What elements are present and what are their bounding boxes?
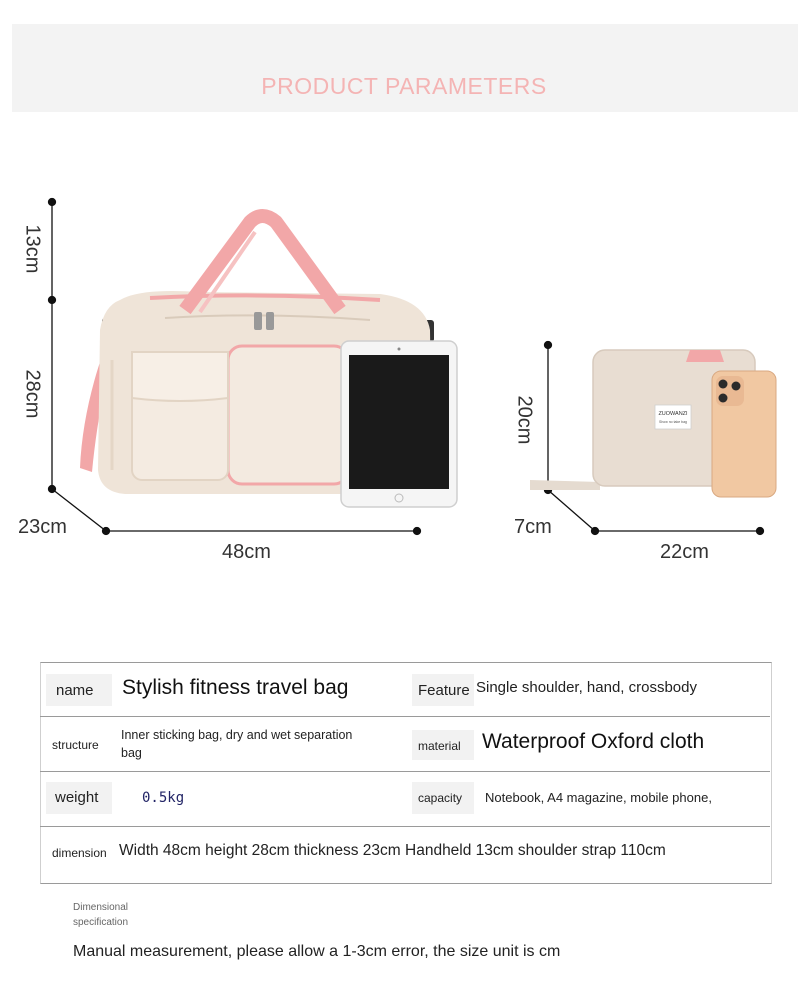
- name-label: name: [56, 682, 94, 699]
- small-bag-height-label: 20cm: [513, 395, 536, 445]
- feature-value: Single shoulder, hand, crossbody: [476, 679, 697, 696]
- feature-label: Feature: [418, 682, 470, 699]
- capacity-label: capacity: [418, 791, 463, 805]
- material-label: material: [418, 739, 461, 753]
- table-divider: [40, 771, 770, 772]
- bag-height-label: 28cm: [21, 369, 44, 419]
- product-illustration: [0, 180, 808, 580]
- structure-value: Inner sticking bag, dry and wet separation bag: [121, 728, 353, 760]
- structure-label: structure: [52, 738, 99, 752]
- table-divider: [40, 826, 770, 827]
- small-bag-width-label: 22cm: [660, 541, 709, 563]
- bag-depth-label: 23cm: [18, 516, 67, 538]
- small-bag-tag-subtitle: Show no take bag: [658, 420, 688, 424]
- bag-width-label: 48cm: [222, 541, 271, 563]
- dimension-value: Width 48cm height 28cm thickness 23cm Handheld 13cm shoulder strap 110cm: [119, 842, 666, 859]
- capacity-value: Notebook, A4 magazine, mobile phone,: [485, 790, 712, 805]
- name-value: Stylish fitness travel bag: [122, 676, 349, 699]
- spec-label-line1: Dimensional: [73, 902, 129, 913]
- page-title: PRODUCT PARAMETERS: [261, 73, 547, 99]
- dimension-label: dimension: [52, 846, 107, 860]
- material-value: Waterproof Oxford cloth: [482, 730, 705, 753]
- weight-value: 0.5kg: [142, 790, 185, 806]
- tablet-device: [341, 341, 457, 507]
- weight-label: weight: [55, 789, 99, 806]
- small-bag-depth-label: 7cm: [514, 516, 552, 538]
- measurement-note: Manual measurement, please allow a 1-3cm error, the size unit is cm: [73, 943, 561, 960]
- table-divider: [40, 716, 770, 717]
- spec-label-line2: specification: [73, 917, 129, 928]
- small-bag-tag-brand: ZUOWANZI: [658, 411, 688, 417]
- mobile-phone: [712, 371, 776, 497]
- handle-height-label: 13cm: [21, 224, 44, 274]
- spec-label: [73, 900, 128, 930]
